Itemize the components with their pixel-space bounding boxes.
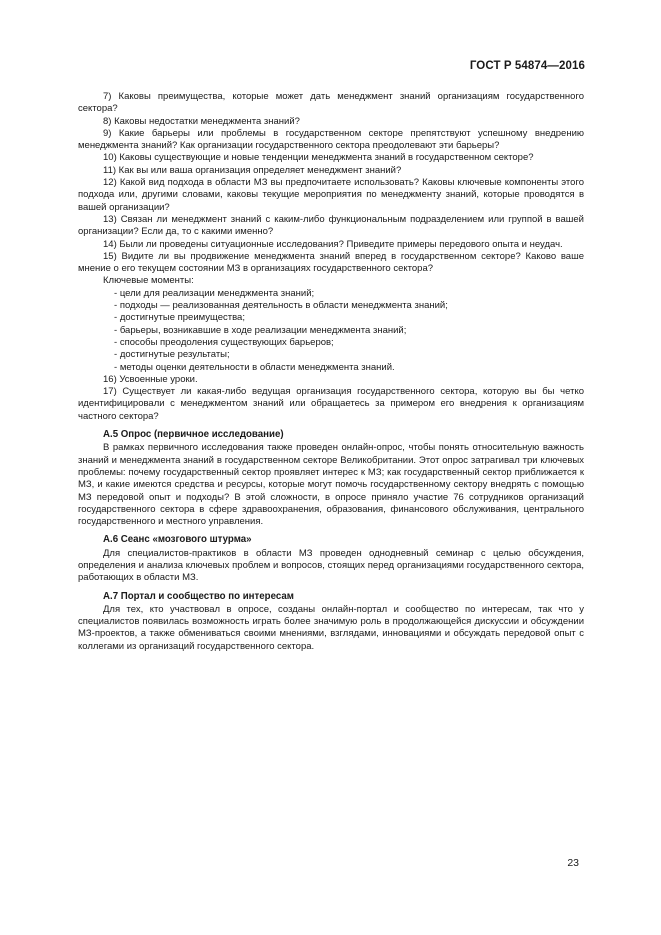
key-point-item: - достигнутые результаты;: [114, 349, 584, 361]
question-7: 7) Каковы преимущества, которые может дать менеджмент знаний организациям государственного сектора?: [78, 91, 584, 115]
question-14: 14) Были ли проведены ситуационные исследования? Приведите примеры передового опыта и неудач.: [103, 238, 563, 250]
question-13: 13) Связан ли менеджмент знаний с каким-либо функциональным подразделением или группой в вашей организации? Если да, то с какими именно?: [78, 213, 584, 238]
questions-block-b: [78, 374, 584, 423]
question-12: 12) Какой вид подхода в области МЗ вы предпочитаете использовать? Каковы ключевые компоненты этого подхода или, другими словами, каковы текущие мероприятия по менеджменту знаний, которые проводятся в вашей организации?: [78, 177, 584, 213]
question-9: 9) Какие барьеры или проблемы в государственном секторе препятствуют успешному внедрению менеджмента знаний? Как организации государственного сектора преодолевают эти барьеры?: [78, 127, 584, 152]
key-point-item: - способы преодоления существующих барьеров;: [114, 337, 584, 349]
key-point-item: - барьеры, возникавшие в ходе реализации менеджмента знаний;: [114, 325, 584, 337]
question-17: 17) Существует ли какая-либо ведущая организация государственного сектора, которую вы бы четко идентифицировали с менеджментом знаний или обращаетесь за примером его внедрения к организациям частного сектора?: [78, 386, 584, 422]
question-15: 15) Видите ли вы продвижение менеджмента знаний вперед в государственном секторе? Каково ваше мнение о его текущем состоянии МЗ в организациях государственного сектора?: [78, 250, 584, 275]
section-a7: [78, 591, 584, 653]
section-heading: А.6 Сеанс «мозгового штурма»: [103, 534, 252, 546]
key-point-item: - подходы — реализованная деятельность в области менеджмента знаний;: [114, 300, 584, 312]
section-a5: [78, 429, 584, 528]
standard-header: ГОСТ Р 54874—2016: [469, 60, 585, 72]
key-point-item: - цели для реализации менеджмента знаний;: [114, 288, 584, 300]
key-points-list: [78, 288, 584, 374]
question-8: 8) Каковы недостатки менеджмента знаний?: [103, 115, 300, 127]
section-heading: А.5 Опрос (первичное исследование): [103, 429, 284, 441]
section-heading: А.7 Портал и сообщество по интересам: [103, 590, 294, 602]
questions-block-a: [78, 91, 584, 275]
key-point-item: - методы оценки деятельности в области менеджмента знаний.: [114, 362, 584, 374]
page-content: [78, 91, 584, 653]
question-10: 10) Каковы существующие и новые тенденции менеджмента знаний в государственном секторе?: [103, 152, 534, 164]
section-paragraph: Для специалистов-практиков в области МЗ проведен однодневный семинар с целью обсуждения, определения и анализа ключевых проблем и вопросов, стоящих перед организациями государственного сектора, работающих в области МЗ.: [78, 547, 584, 584]
question-11: 11) Как вы или ваша организация определяет менеджмент знаний?: [103, 164, 402, 176]
section-paragraph: В рамках первичного исследования также проведен онлайн-опрос, чтобы понять относительную важность знаний и менеджмента знаний в государственном секторе Великобритании. Этот опрос затрагивал три ключевых проблемы: почему государственный сектор проявляет интерес к МЗ; как государственный сектор приближается к МЗ, и какие имеются средства и ресурсы, которые могут помочь государственному сектору внедрять с помощью МЗ передовой опыт и подходы? В этой сложности, в опросе приняло участие 76 сотрудников организаций государственного сектора в сфере здравоохранения, образования, финансового обслуживания, центрального государственного и местного управления.: [78, 442, 584, 528]
section-paragraph: Для тех, кто участвовал в опросе, созданы онлайн-портал и сообщество по интересам, так что у специалистов появилась возможность играть более значимую роль в продолжающейся дискуссии и обсуждении МЗ-проектов, а также обмениваться своими мнениями, взглядами, инновациями и обсуждать передовой опыт с коллегами из организаций государственного сектора.: [78, 603, 584, 652]
page-number: 23: [567, 857, 579, 869]
section-a6: [78, 534, 584, 584]
question-16: 16) Усвоенные уроки.: [103, 373, 198, 385]
key-point-item: - достигнутые преимущества;: [114, 312, 584, 324]
key-points-label: Ключевые моменты:: [103, 275, 194, 287]
